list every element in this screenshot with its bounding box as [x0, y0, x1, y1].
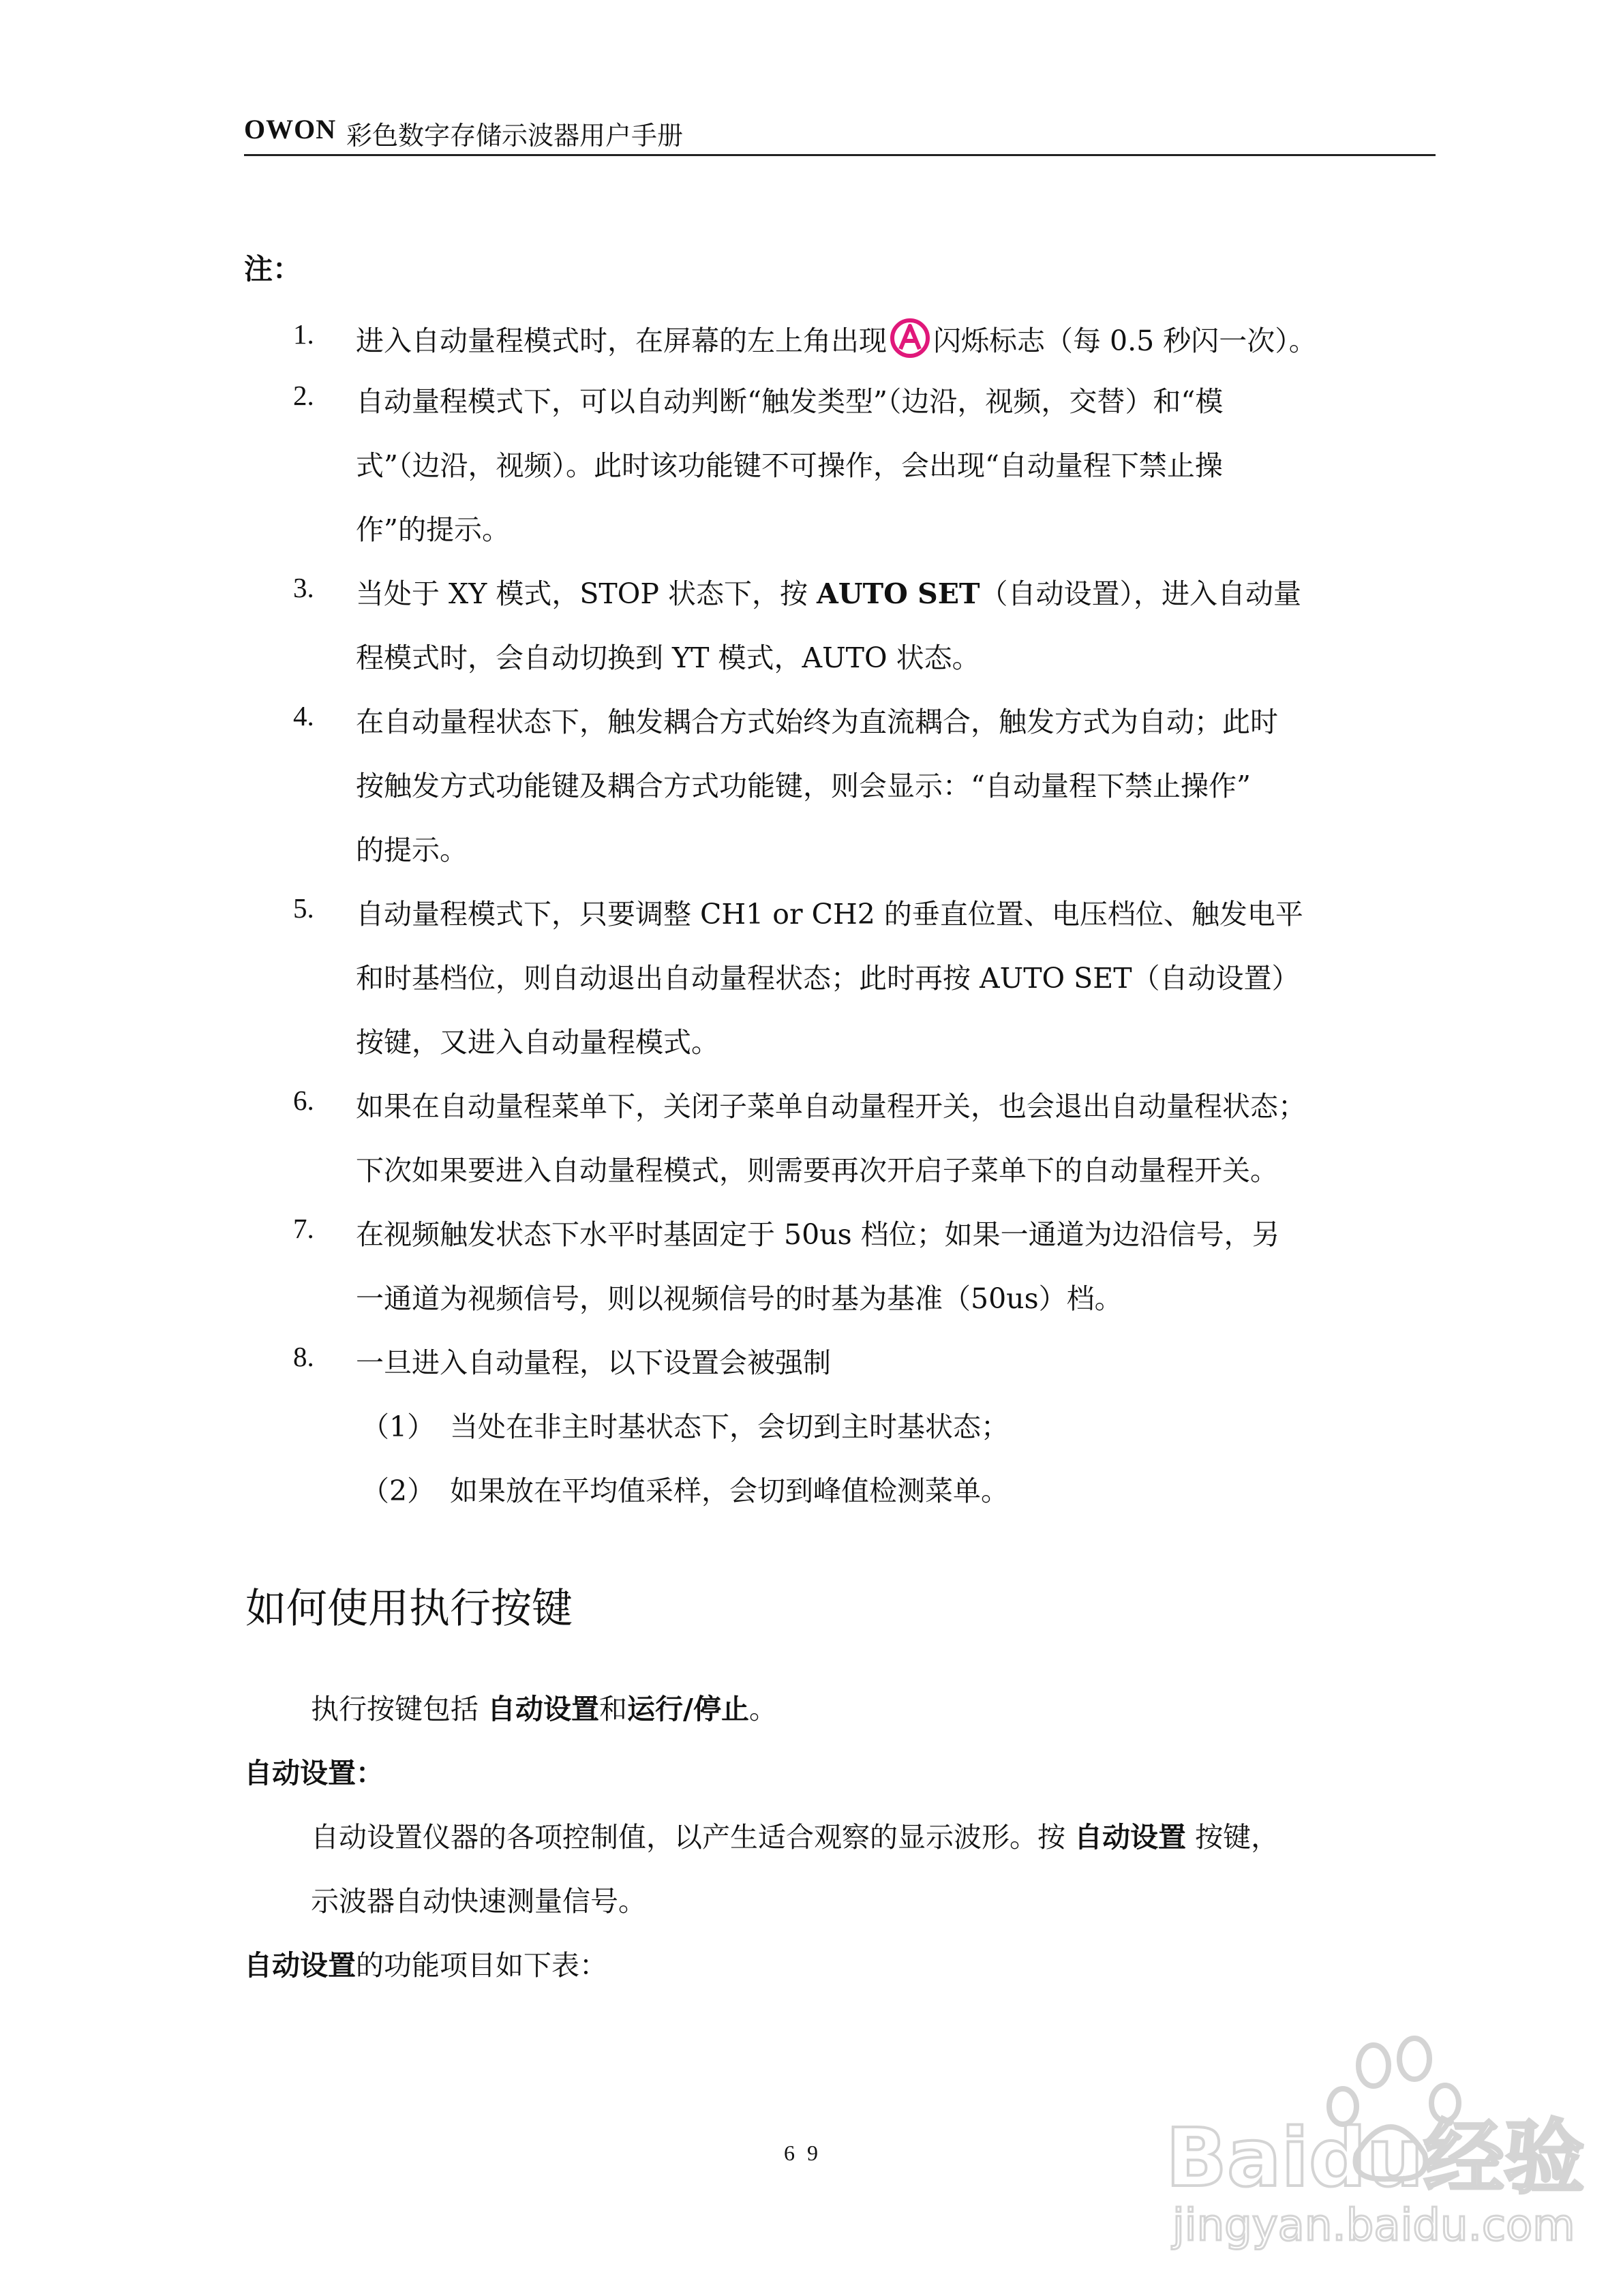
- note-number: 6.: [293, 1085, 314, 1116]
- header-divider: [244, 154, 1436, 156]
- auto-set-label: 自动设置：: [244, 1757, 384, 1789]
- note-line: 当处于 XY 模式，STOP 状态下，按 AUTO SET（自动设置），进入自动量: [356, 577, 1301, 610]
- sub-item-number: （1）: [361, 1410, 436, 1443]
- note-number: 1.: [293, 318, 314, 350]
- note-line: 一旦进入自动量程，以下设置会被强制: [356, 1346, 831, 1379]
- note-line: 下次如果要进入自动量程模式，则需要再次开启子菜单下的自动量程开关。: [356, 1154, 1278, 1187]
- note-line: 按键，又进入自动量程模式。: [356, 1026, 719, 1059]
- note-line: 自动量程模式下，可以自动判断“触发类型”（边沿，视频，交替）和“模: [356, 385, 1224, 418]
- sub-item-text: 当处在非主时基状态下，会切到主时基状态；: [450, 1410, 1009, 1443]
- note-line: 自动量程模式下，只要调整 CH1 or CH2 的垂直位置、电压档位、触发电平: [356, 898, 1303, 931]
- note-line: 作”的提示。: [356, 513, 510, 546]
- sub-item-text: 如果放在平均值采样，会切到峰值检测菜单。: [450, 1475, 1009, 1507]
- note-number: 4.: [293, 700, 314, 731]
- note-number: 7.: [293, 1213, 314, 1244]
- watermark-logo-text: Baidu经验: [1166, 2111, 1585, 2205]
- note-number: 5.: [293, 892, 314, 924]
- section-intro: 执行按键包括 自动设置和运行/停止。: [311, 1693, 778, 1725]
- header-title: 彩色数字存储示波器用户手册: [346, 121, 684, 151]
- note-line: 在自动量程状态下，触发耦合方式始终为直流耦合，触发方式为自动；此时: [356, 706, 1278, 738]
- note-line: 按触发方式功能键及耦合方式功能键，则会显示：“自动量程下禁止操作”: [356, 770, 1251, 802]
- note-line: 如果在自动量程菜单下，关闭子菜单自动量程开关，也会退出自动量程状态；: [356, 1090, 1306, 1123]
- header-brand: OWON: [244, 114, 337, 145]
- note-line: 式”（边沿，视频）。此时该功能键不可操作，会出现“自动量程下禁止操: [356, 449, 1223, 482]
- sub-item-number: （2）: [361, 1475, 436, 1507]
- section-heading: 如何使用执行按键: [245, 1585, 573, 1633]
- auto-set-description-1: 自动设置仪器的各项控制值，以产生适合观察的显示波形。按 自动设置 按键，: [311, 1821, 1279, 1854]
- auto-range-icon: [890, 318, 930, 359]
- note-line: 进入自动量程模式时，在屏幕的左上角出现 闪烁标志（每 0.5 秒闪一次）。: [356, 318, 1317, 359]
- auto-set-key: AUTO SET: [817, 577, 980, 610]
- note-line: 程模式时，会自动切换到 YT 模式，AUTO 状态。: [356, 641, 980, 674]
- baidu-watermark: [1104, 2018, 1585, 2263]
- note-line: 的提示。: [356, 834, 468, 866]
- note-line: 和时基档位，则自动退出自动量程状态；此时再按 AUTO SET（自动设置）: [356, 962, 1300, 995]
- page-number: 69: [784, 2141, 830, 2165]
- note-label: 注：: [244, 252, 302, 286]
- auto-set-description-2: 示波器自动快速测量信号。: [311, 1885, 646, 1918]
- watermark-url: jingyan.baidu.com: [1172, 2201, 1575, 2251]
- note-line: 一通道为视频信号，则以视频信号的时基为基准（50us）档。: [356, 1282, 1123, 1315]
- table-intro: 自动设置的功能项目如下表：: [244, 1949, 607, 1982]
- note-number: 2.: [293, 380, 314, 411]
- note-line: 在视频触发状态下水平时基固定于 50us 档位；如果一通道为边沿信号，另: [356, 1218, 1280, 1251]
- note-number: 8.: [293, 1341, 314, 1372]
- note-number: 3.: [293, 572, 314, 603]
